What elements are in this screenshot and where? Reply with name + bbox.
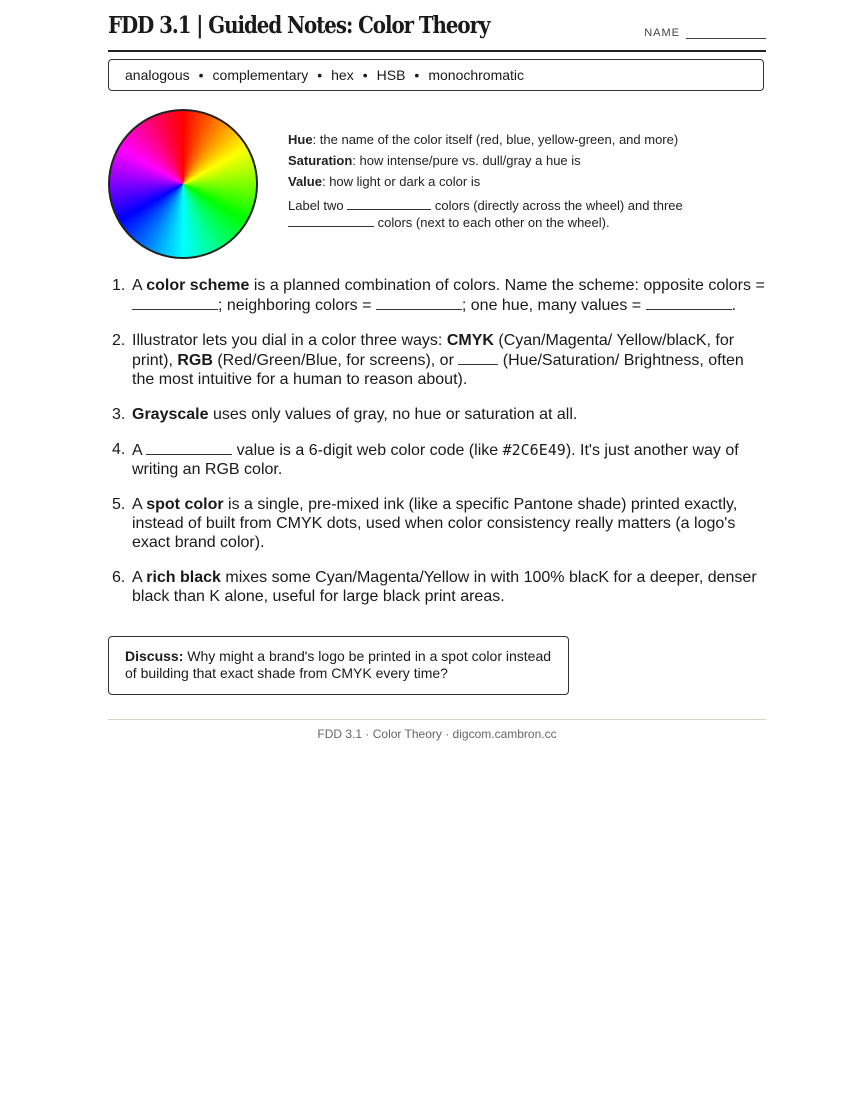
name-label: NAME bbox=[644, 27, 680, 39]
word-bank-item: analogous bbox=[125, 67, 190, 83]
color-wheel-icon bbox=[108, 109, 258, 259]
discuss-text: Why might a brand's logo be printed in a spot color instead of building that exact shade from CMYK every time? bbox=[125, 648, 552, 681]
hue-term: Hue bbox=[288, 132, 313, 147]
hue-definition: Hue: the name of the color itself (red, blue, yellow-green, and more) bbox=[288, 132, 679, 147]
answer-blank[interactable] bbox=[288, 214, 374, 227]
value-term: Value bbox=[288, 174, 322, 189]
footer-divider bbox=[108, 719, 766, 720]
word-bank-item: monochromatic bbox=[428, 67, 525, 83]
name-blank[interactable] bbox=[686, 28, 766, 39]
bullet-separator: • bbox=[414, 67, 420, 83]
question-item: 2. Illustrator lets you dial in a color three ways: CMYK (Cyan/Magenta/ Yellow/blacK, for print), RGB (Red/Green/Blue, for screens), or (Hue/Saturation/ Brightness, often the most intuitive for a human to reason about). bbox=[112, 332, 744, 388]
saturation-definition: Saturation: how intense/pure vs. dull/gray a hue is bbox=[288, 153, 581, 168]
word-bank bbox=[108, 59, 764, 91]
bullet-separator: • bbox=[317, 67, 323, 83]
page-title: FDD 3.1 | Guided Notes: Color Theory bbox=[108, 12, 490, 39]
label-wheel-prompt: Label two colors (directly across the wheel) and three colors (next to each other on the wheel). bbox=[288, 198, 683, 230]
page-footer: FDD 3.1 · Color Theory · digcom.cambron.cc bbox=[317, 727, 557, 741]
answer-blank[interactable] bbox=[376, 295, 462, 310]
hex-code-example: #2C6E49 bbox=[502, 441, 566, 459]
bullet-separator: • bbox=[198, 67, 204, 83]
question-item: 1. A color scheme is a planned combination of colors. Name the scheme: opposite colors = ; neighboring colors = ; one hue, many values = . bbox=[112, 277, 765, 314]
question-item: 3. Grayscale uses only values of gray, no hue or saturation at all. bbox=[112, 406, 578, 423]
word-bank-item: HSB bbox=[376, 67, 406, 83]
answer-blank[interactable] bbox=[646, 295, 732, 310]
name-field bbox=[644, 27, 766, 39]
page-header bbox=[108, 10, 766, 52]
answer-blank[interactable] bbox=[132, 295, 218, 310]
answer-blank[interactable] bbox=[458, 350, 498, 365]
bullet-separator: • bbox=[362, 67, 368, 83]
answer-blank[interactable] bbox=[347, 197, 431, 210]
question-item: 5. A spot color is a single, pre-mixed ink (like a specific Pantone shade) printed exactly, instead of built from CMYK dots, used when color consistency really matters (a logo's exact brand color). bbox=[112, 496, 738, 551]
answer-blank[interactable] bbox=[146, 440, 232, 455]
definitions bbox=[288, 132, 718, 237]
saturation-term: Saturation bbox=[288, 153, 353, 168]
question-item: 4. A value is a 6-digit web color code (like #2C6E49). It's just another way of writing an RGB color. bbox=[112, 441, 739, 478]
word-bank-item: complementary bbox=[212, 67, 309, 83]
value-definition: Value: how light or dark a color is bbox=[288, 174, 481, 189]
word-bank-item: hex bbox=[331, 67, 354, 83]
numbered-questions bbox=[112, 276, 768, 622]
discuss-label: Discuss: bbox=[125, 648, 184, 664]
discuss-box bbox=[108, 636, 569, 695]
question-item: 6. A rich black mixes some Cyan/Magenta/Yellow in with 100% blacK for a deeper, denser black than K alone, useful for large black print areas. bbox=[112, 569, 757, 605]
